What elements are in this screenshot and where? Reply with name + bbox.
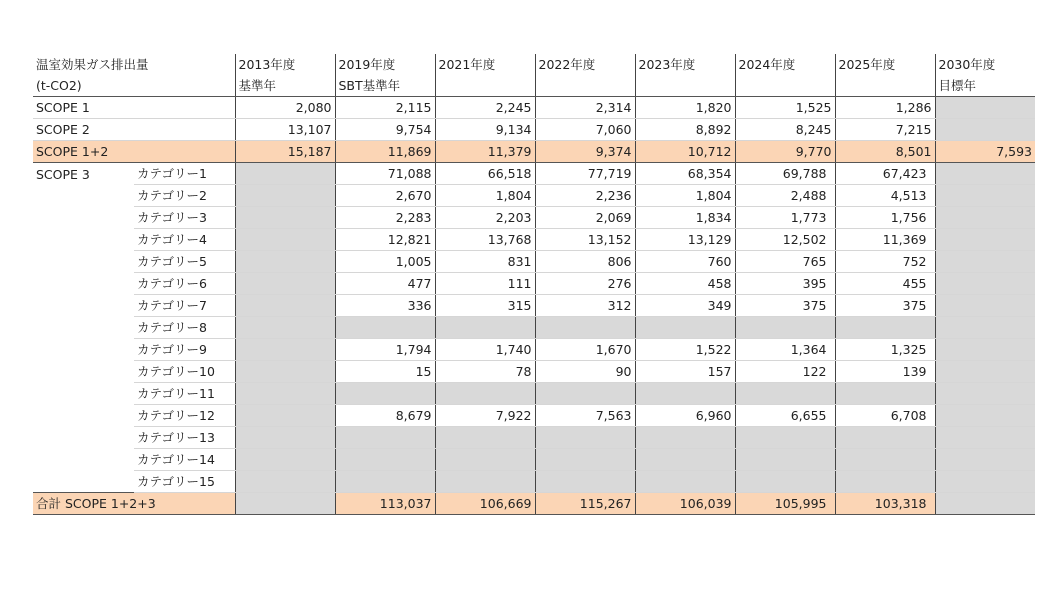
- row-sublabel: カテゴリー4: [134, 229, 235, 251]
- value-cell: [235, 383, 335, 405]
- row-label: SCOPE 1+2: [33, 141, 235, 163]
- value-cell: [235, 273, 335, 295]
- value-cell: [235, 185, 335, 207]
- value-cell: [835, 317, 935, 339]
- value-cell: [535, 383, 635, 405]
- row-label: [33, 185, 134, 207]
- row-scope3-category: [33, 273, 1035, 295]
- row-sublabel: カテゴリー1: [134, 163, 235, 185]
- row-label: 合計 SCOPE 1+2+3: [33, 493, 235, 515]
- value-cell: 66,518: [435, 163, 535, 185]
- value-cell: [335, 317, 435, 339]
- year-header: 2025年度: [835, 54, 935, 75]
- row-label: [33, 449, 134, 471]
- value-cell: 11,369: [835, 229, 935, 251]
- value-cell: 1,325: [835, 339, 935, 361]
- value-cell: [235, 471, 335, 493]
- value-cell: 13,129: [635, 229, 735, 251]
- value-cell: 8,245: [735, 119, 835, 141]
- value-cell: [335, 471, 435, 493]
- row-scope3-category: [33, 471, 1035, 493]
- row-sublabel: カテゴリー7: [134, 295, 235, 317]
- row-label: [33, 427, 134, 449]
- row-scope3-category: [33, 427, 1035, 449]
- row-label: [33, 383, 134, 405]
- value-cell: 375: [735, 295, 835, 317]
- row-label: [33, 317, 134, 339]
- value-cell: [535, 471, 635, 493]
- value-cell: [935, 317, 1035, 339]
- value-cell: 477: [335, 273, 435, 295]
- value-cell: [335, 449, 435, 471]
- row-scope3-category: [33, 383, 1035, 405]
- row-label: SCOPE 2: [33, 119, 235, 141]
- value-cell: 455: [835, 273, 935, 295]
- value-cell: [435, 317, 535, 339]
- value-cell: [835, 427, 935, 449]
- value-cell: 1,522: [635, 339, 735, 361]
- value-cell: [235, 295, 335, 317]
- value-cell: 11,379: [435, 141, 535, 163]
- value-cell: [935, 471, 1035, 493]
- value-cell: [735, 427, 835, 449]
- row-sublabel: カテゴリー6: [134, 273, 235, 295]
- year-note: [435, 75, 535, 97]
- value-cell: [435, 383, 535, 405]
- row-label: SCOPE 1: [33, 97, 235, 119]
- value-cell: [835, 471, 935, 493]
- value-cell: 1,740: [435, 339, 535, 361]
- row-label: [33, 295, 134, 317]
- value-cell: 111: [435, 273, 535, 295]
- value-cell: [235, 427, 335, 449]
- value-cell: [235, 207, 335, 229]
- value-cell: 4,513: [835, 185, 935, 207]
- year-header: 2022年度: [535, 54, 635, 75]
- value-cell: 139: [835, 361, 935, 383]
- value-cell: 69,788: [735, 163, 835, 185]
- value-cell: [235, 405, 335, 427]
- row-scope3-category: [33, 163, 1035, 185]
- row-sublabel: カテゴリー13: [134, 427, 235, 449]
- row-scope12: [33, 141, 1035, 163]
- value-cell: 375: [835, 295, 935, 317]
- value-cell: [935, 449, 1035, 471]
- value-cell: 10,712: [635, 141, 735, 163]
- year-header: 2030年度: [935, 54, 1035, 75]
- value-cell: 8,892: [635, 119, 735, 141]
- value-cell: 2,080: [235, 97, 335, 119]
- value-cell: 1,804: [635, 185, 735, 207]
- value-cell: [235, 449, 335, 471]
- row-label: SCOPE 3: [36, 166, 90, 182]
- value-cell: 8,679: [335, 405, 435, 427]
- value-cell: [935, 185, 1035, 207]
- value-cell: [935, 251, 1035, 273]
- value-cell: 67,423: [835, 163, 935, 185]
- row-total: [33, 493, 1035, 515]
- value-cell: 752: [835, 251, 935, 273]
- value-cell: 1,834: [635, 207, 735, 229]
- value-cell: 2,069: [535, 207, 635, 229]
- value-cell: [935, 339, 1035, 361]
- value-cell: [935, 229, 1035, 251]
- value-cell: 12,502: [735, 229, 835, 251]
- value-cell: 13,152: [535, 229, 635, 251]
- value-cell: 105,995: [735, 493, 835, 515]
- value-cell: 458: [635, 273, 735, 295]
- value-cell: 831: [435, 251, 535, 273]
- value-cell: 11,869: [335, 141, 435, 163]
- value-cell: [535, 427, 635, 449]
- value-cell: [935, 207, 1035, 229]
- value-cell: 78: [435, 361, 535, 383]
- value-cell: [935, 493, 1035, 515]
- row-sublabel: カテゴリー9: [134, 339, 235, 361]
- row-scope3-category: [33, 251, 1035, 273]
- row-scope3-category: [33, 295, 1035, 317]
- emissions-table: [33, 54, 1035, 515]
- value-cell: 7,060: [535, 119, 635, 141]
- value-cell: 2,245: [435, 97, 535, 119]
- value-cell: 312: [535, 295, 635, 317]
- value-cell: 1,794: [335, 339, 435, 361]
- value-cell: [935, 273, 1035, 295]
- value-cell: 106,669: [435, 493, 535, 515]
- value-cell: [935, 361, 1035, 383]
- row-label: [33, 273, 134, 295]
- value-cell: [635, 383, 735, 405]
- value-cell: 8,501: [835, 141, 935, 163]
- value-cell: 15,187: [235, 141, 335, 163]
- value-cell: 6,655: [735, 405, 835, 427]
- value-cell: 2,236: [535, 185, 635, 207]
- value-cell: [835, 383, 935, 405]
- value-cell: [235, 493, 335, 515]
- value-cell: 103,318: [835, 493, 935, 515]
- year-header: 2023年度: [635, 54, 735, 75]
- value-cell: [835, 449, 935, 471]
- year-note: 目標年: [935, 75, 1035, 97]
- value-cell: 115,267: [535, 493, 635, 515]
- value-cell: 765: [735, 251, 835, 273]
- value-cell: 12,821: [335, 229, 435, 251]
- row-label: [33, 229, 134, 251]
- row-sublabel: カテゴリー2: [134, 185, 235, 207]
- header-row-years: [33, 54, 1035, 75]
- value-cell: 1,286: [835, 97, 935, 119]
- value-cell: 1,670: [535, 339, 635, 361]
- value-cell: [535, 317, 635, 339]
- row-sublabel: カテゴリー12: [134, 405, 235, 427]
- value-cell: 15: [335, 361, 435, 383]
- row-sublabel: カテゴリー5: [134, 251, 235, 273]
- value-cell: [435, 449, 535, 471]
- value-cell: [235, 317, 335, 339]
- value-cell: 2,670: [335, 185, 435, 207]
- value-cell: 77,719: [535, 163, 635, 185]
- row-label: [33, 339, 134, 361]
- value-cell: [635, 449, 735, 471]
- row-scope3-category: [33, 229, 1035, 251]
- row-label: [33, 207, 134, 229]
- value-cell: 122: [735, 361, 835, 383]
- value-cell: 336: [335, 295, 435, 317]
- value-cell: 13,768: [435, 229, 535, 251]
- value-cell: 2,115: [335, 97, 435, 119]
- value-cell: 1,820: [635, 97, 735, 119]
- value-cell: [335, 383, 435, 405]
- value-cell: [235, 163, 335, 185]
- year-note: [835, 75, 935, 97]
- header-row-notes: [33, 75, 1035, 97]
- row-scope1: [33, 97, 1035, 119]
- value-cell: 13,107: [235, 119, 335, 141]
- value-cell: 2,314: [535, 97, 635, 119]
- value-cell: [935, 163, 1035, 185]
- year-header: 2021年度: [435, 54, 535, 75]
- value-cell: 276: [535, 273, 635, 295]
- value-cell: 1,005: [335, 251, 435, 273]
- value-cell: [935, 295, 1035, 317]
- year-note: [535, 75, 635, 97]
- year-header: 2013年度: [235, 54, 335, 75]
- year-note: 基準年: [235, 75, 335, 97]
- value-cell: 395: [735, 273, 835, 295]
- value-cell: 7,593: [935, 141, 1035, 163]
- value-cell: [535, 449, 635, 471]
- row-label: [33, 361, 134, 383]
- value-cell: 1,804: [435, 185, 535, 207]
- value-cell: 2,283: [335, 207, 435, 229]
- year-note: SBT基準年: [335, 75, 435, 97]
- value-cell: 7,563: [535, 405, 635, 427]
- row-label: [33, 405, 134, 427]
- value-cell: [735, 317, 835, 339]
- value-cell: 6,708: [835, 405, 935, 427]
- value-cell: 9,134: [435, 119, 535, 141]
- value-cell: [635, 427, 735, 449]
- value-cell: 1,773: [735, 207, 835, 229]
- row-scope3-category: [33, 317, 1035, 339]
- value-cell: 106,039: [635, 493, 735, 515]
- value-cell: [335, 427, 435, 449]
- value-cell: [735, 383, 835, 405]
- value-cell: 90: [535, 361, 635, 383]
- value-cell: [435, 471, 535, 493]
- row-label: [33, 251, 134, 273]
- value-cell: 113,037: [335, 493, 435, 515]
- value-cell: 1,525: [735, 97, 835, 119]
- value-cell: [735, 449, 835, 471]
- year-note: [735, 75, 835, 97]
- value-cell: 315: [435, 295, 535, 317]
- value-cell: 806: [535, 251, 635, 273]
- row-sublabel: カテゴリー3: [134, 207, 235, 229]
- value-cell: [635, 317, 735, 339]
- table-title-label: 温室効果ガス排出量: [36, 57, 149, 73]
- row-sublabel: カテゴリー10: [134, 361, 235, 383]
- year-note: [635, 75, 735, 97]
- value-cell: [235, 361, 335, 383]
- year-header: 2024年度: [735, 54, 835, 75]
- row-sublabel: カテゴリー15: [134, 471, 235, 493]
- value-cell: 349: [635, 295, 735, 317]
- value-cell: 68,354: [635, 163, 735, 185]
- value-cell: 7,215: [835, 119, 935, 141]
- value-cell: 1,756: [835, 207, 935, 229]
- row-sublabel: カテゴリー8: [134, 317, 235, 339]
- value-cell: [935, 97, 1035, 119]
- value-cell: 1,364: [735, 339, 835, 361]
- value-cell: 2,203: [435, 207, 535, 229]
- value-cell: [935, 383, 1035, 405]
- value-cell: 2,488: [735, 185, 835, 207]
- value-cell: [435, 427, 535, 449]
- value-cell: [635, 471, 735, 493]
- row-scope3-category: [33, 361, 1035, 383]
- row-scope3-category: [33, 449, 1035, 471]
- value-cell: [235, 229, 335, 251]
- value-cell: 9,374: [535, 141, 635, 163]
- row-scope2: [33, 119, 1035, 141]
- value-cell: 9,770: [735, 141, 835, 163]
- value-cell: [235, 251, 335, 273]
- value-cell: 6,960: [635, 405, 735, 427]
- row-scope3-category: [33, 405, 1035, 427]
- value-cell: 157: [635, 361, 735, 383]
- value-cell: [735, 471, 835, 493]
- row-scope3-category: [33, 339, 1035, 361]
- row-scope3-category: [33, 207, 1035, 229]
- row-label: [33, 471, 134, 493]
- value-cell: 9,754: [335, 119, 435, 141]
- row-sublabel: カテゴリー11: [134, 383, 235, 405]
- value-cell: [935, 405, 1035, 427]
- value-cell: 71,088: [335, 163, 435, 185]
- value-cell: 760: [635, 251, 735, 273]
- value-cell: [235, 339, 335, 361]
- year-header: 2019年度: [335, 54, 435, 75]
- value-cell: [935, 427, 1035, 449]
- row-scope3-category: [33, 185, 1035, 207]
- value-cell: [935, 119, 1035, 141]
- unit-label: (t-CO2): [33, 75, 235, 97]
- row-sublabel: カテゴリー14: [134, 449, 235, 471]
- value-cell: 7,922: [435, 405, 535, 427]
